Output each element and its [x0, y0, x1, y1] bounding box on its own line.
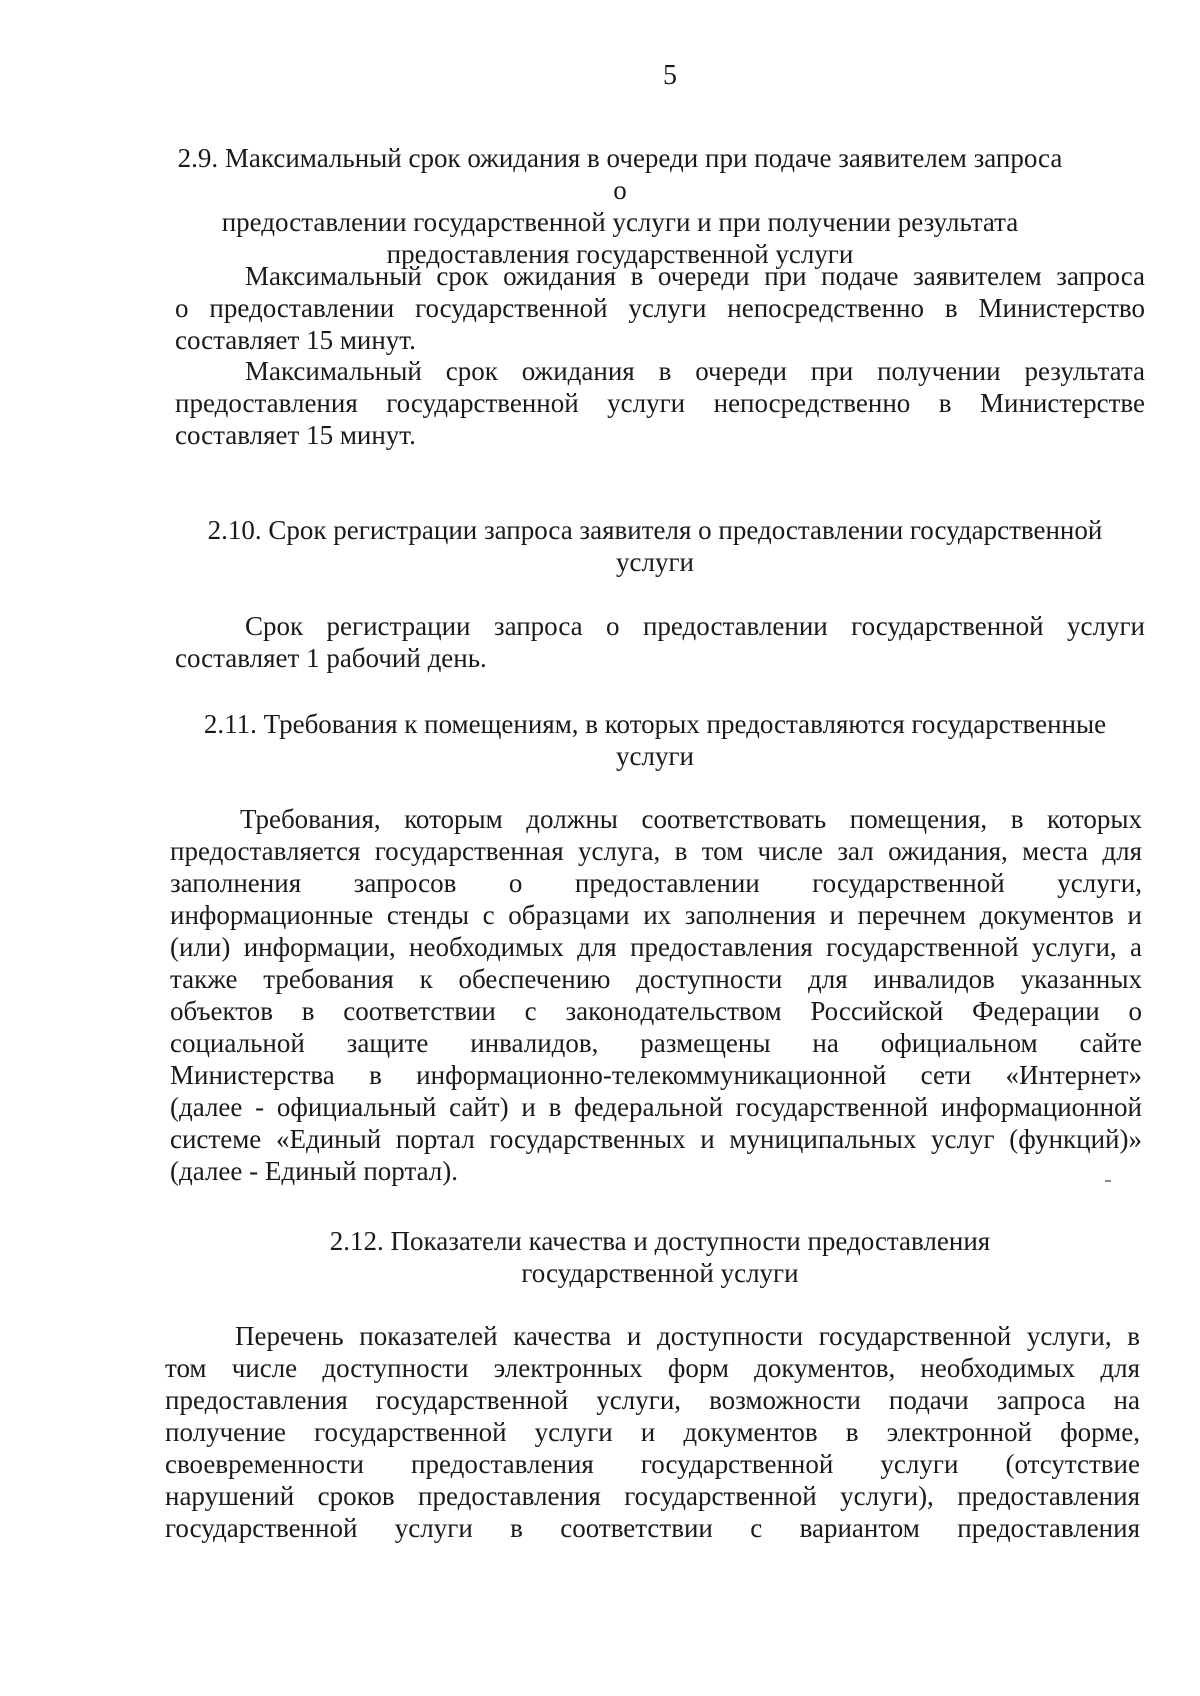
- text-line: Срок регистрации запроса о предоставлении государственной услуги: [245, 611, 1145, 641]
- section-heading-2-10: [180, 514, 1130, 578]
- scan-speck: [1105, 1180, 1111, 1182]
- heading-line: предоставлении государственной услуги и при получении результата: [221, 207, 1019, 237]
- heading-line: 2.10. Срок регистрации запроса заявителя о предоставлении государственной: [207, 515, 1103, 545]
- text-line: получение государственной услуги и документов в электронной форме,: [165, 1417, 1140, 1447]
- heading-line: предоставления государственной услуги: [386, 239, 854, 269]
- paragraph: [165, 1320, 1140, 1544]
- text-line: (или) информации, необходимых для предоставления государственной услуги, а: [170, 932, 1142, 962]
- text-line: предоставляется государственная услуга, в том числе зал ожидания, места для: [170, 836, 1142, 866]
- text-line: том числе доступности электронных форм документов, необходимых для: [165, 1353, 1140, 1383]
- text-line: государственной услуги в соответствии с вариантом предоставления: [165, 1513, 1140, 1543]
- heading-line: услуги: [616, 547, 694, 577]
- text-line: системе «Единый портал государственных и муниципальных услуг (функций)»: [170, 1124, 1142, 1154]
- text-line: (далее - Единый портал).: [170, 1156, 459, 1186]
- text-line: предоставления государственной услуги, возможности подачи запроса на: [165, 1385, 1140, 1415]
- paragraph: [170, 803, 1142, 1187]
- section-heading-2-9: [170, 142, 1070, 270]
- text-line: заполнения запросов о предоставлении государственной услуги,: [170, 868, 1142, 898]
- section-heading-2-11: [180, 708, 1130, 772]
- text-line: также требования к обеспечению доступности для инвалидов указанных: [170, 964, 1142, 994]
- text-line: Министерства в информационно-телекоммуникационной сети «Интернет»: [170, 1060, 1142, 1090]
- text-line: составляет 15 минут.: [175, 325, 416, 355]
- paragraph: [175, 260, 1145, 356]
- heading-line: 2.9. Максимальный срок ожидания в очереди при подаче заявителем запроса о: [177, 143, 1063, 205]
- text-line: своевременности предоставления государственной услуги (отсутствие: [165, 1449, 1140, 1479]
- paragraph: [175, 610, 1145, 674]
- text-line: Перечень показателей качества и доступности государственной услуги, в: [235, 1321, 1140, 1351]
- text-line: о предоставлении государственной услуги непосредственно в Министерство: [175, 293, 1145, 323]
- text-line: социальной защите инвалидов, размещены на официальном сайте: [170, 1028, 1142, 1058]
- paragraph: [175, 355, 1145, 451]
- text-line: Максимальный срок ожидания в очереди при подаче заявителем запроса: [245, 261, 1145, 291]
- text-line: составляет 15 минут.: [175, 420, 416, 450]
- text-line: информационные стенды с образцами их заполнения и перечнем документов и: [170, 900, 1142, 930]
- heading-line: 2.12. Показатели качества и доступности предоставления: [329, 1226, 991, 1256]
- text-line: нарушений сроков предоставления государственной услуги), предоставления: [165, 1481, 1140, 1511]
- text-line: объектов в соответствии с законодательством Российской Федерации о: [170, 996, 1142, 1026]
- heading-line: 2.11. Требования к помещениям, в которых предоставляются государственные: [203, 709, 1107, 739]
- page-number: 5: [663, 60, 677, 91]
- text-line: предоставления государственной услуги непосредственно в Министерстве: [175, 388, 1145, 418]
- heading-line: услуги: [616, 741, 694, 771]
- text-line: (далее - официальный сайт) и в федеральной государственной информационной: [170, 1092, 1142, 1122]
- heading-line: государственной услуги: [521, 1258, 799, 1288]
- text-line: Требования, которым должны соответствовать помещения, в которых: [240, 804, 1142, 834]
- section-heading-2-12: [270, 1225, 1050, 1289]
- text-line: Максимальный срок ожидания в очереди при получении результата: [245, 356, 1145, 386]
- text-line: составляет 1 рабочий день.: [175, 643, 487, 673]
